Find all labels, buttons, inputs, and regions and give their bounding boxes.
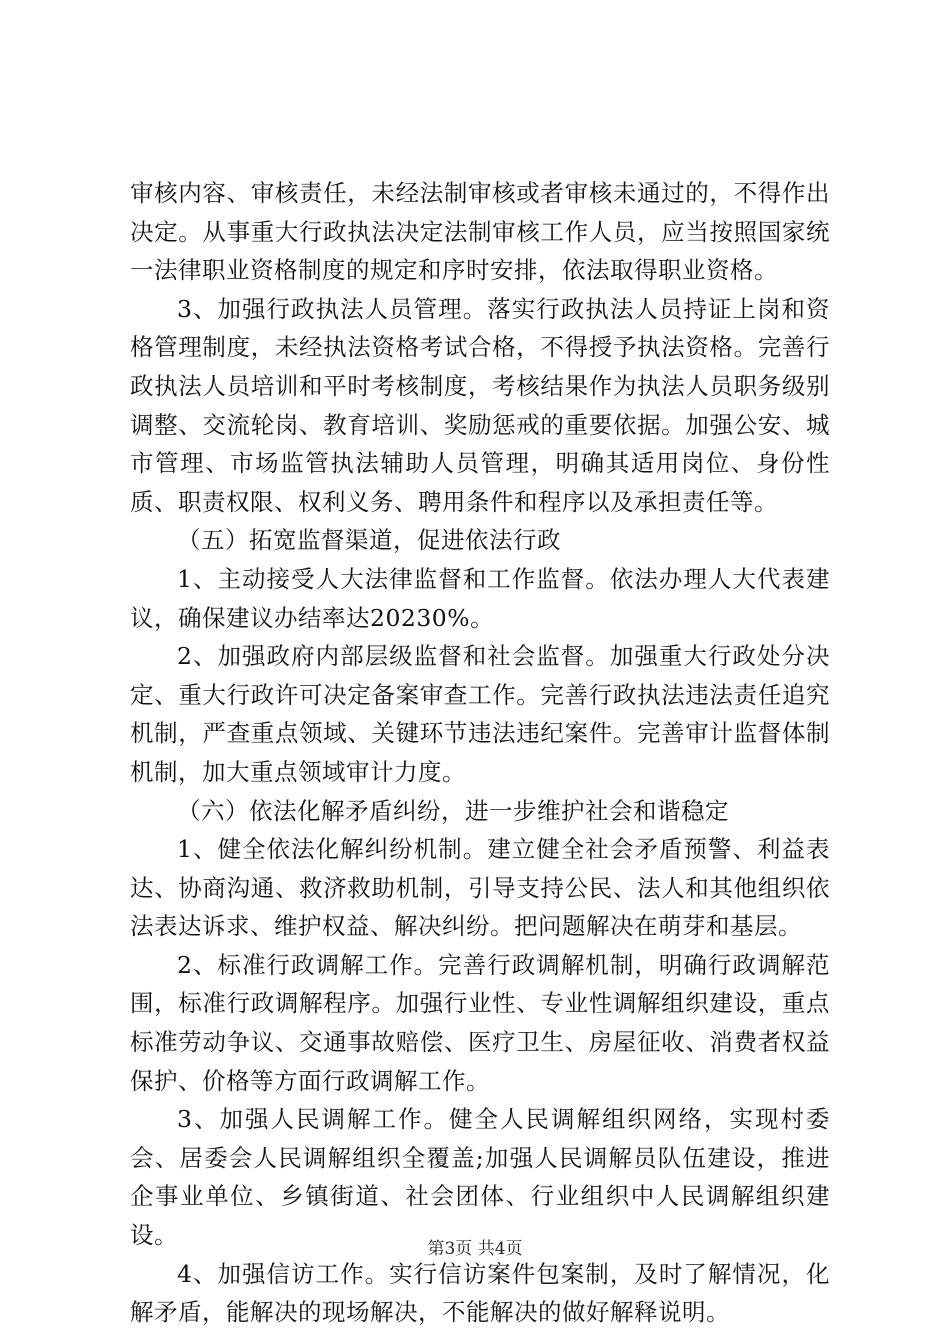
paragraph-item-3-people-mediation: 3、加强人民调解工作。健全人民调解组织网络，实现村委会、居委会人民调解组织全覆盖;加强人民调解员队伍建设，推进企事业单位、乡镇街道、社会团体、行业组织中人民调解组织建设。: [130, 1105, 830, 1250]
section-heading-5: （五）拓宽监督渠道，促进依法行政: [177, 526, 561, 555]
document-body: [130, 174, 830, 1332]
paragraph-item-4-petition: 4、加强信访工作。实行信访案件包案制，及时了解情况，化解矛盾，能解决的现场解决，不能解决的做好解释说明。: [130, 1259, 830, 1327]
paragraph-item-3-personnel: 3、加强行政执法人员管理。落实行政执法人员持证上岗和资格管理制度，未经执法资格考试合格，不得授予执法资格。完善行政执法人员培训和平时考核制度，考核结果作为执法人员职务级别调整、交流轮岗、教育培训、奖励惩戒的重要依据。加强公安、城市管理、市场监管执法辅助人员管理，明确其适用岗位、身份性质、职责权限、权利义务、聘用条件和程序以及承担责任等。: [130, 294, 830, 516]
paragraph-item-2-supervision: 2、加强政府内部层级监督和社会监督。加强重大行政处分决定、重大行政许可决定备案审查工作。完善行政执法违法责任追究机制，严查重点领域、关键环节违法违纪案件。完善审计监督体制机制，加大重点领域审计力度。: [130, 642, 830, 786]
paragraph-continuation: 审核内容、审核责任，未经法制审核或者审核未通过的，不得作出决定。从事重大行政执法决定法制审核工作人员，应当按照国家统一法律职业资格制度的规定和序时安排，依法取得职业资格。: [130, 179, 830, 285]
page-number-footer: 第3页 共4页: [427, 1239, 523, 1259]
paragraph-item-1-disputes: 1、健全依法化解纠纷机制。建立健全社会矛盾预警、利益表达、协商沟通、救济救助机制，引导支持公民、法人和其他组织依法表达诉求、维护权益、解决纠纷。把问题解决在萌芽和基层。: [130, 835, 830, 941]
paragraph-item-1-supervision: 1、主动接受人大法律监督和工作监督。依法办理人大代表建议，确保建议办结率达20230%。: [130, 564, 830, 632]
section-heading-6: （六）依法化解矛盾纠纷，进一步维护社会和谐稳定: [177, 796, 729, 825]
paragraph-item-2-mediation: 2、标准行政调解工作。完善行政调解机制，明确行政调解范围，标准行政调解程序。加强行业性、专业性调解组织建设，重点标准劳动争议、交通事故赔偿、医疗卫生、房屋征收、消费者权益保护、价格等方面行政调解工作。: [130, 950, 830, 1095]
